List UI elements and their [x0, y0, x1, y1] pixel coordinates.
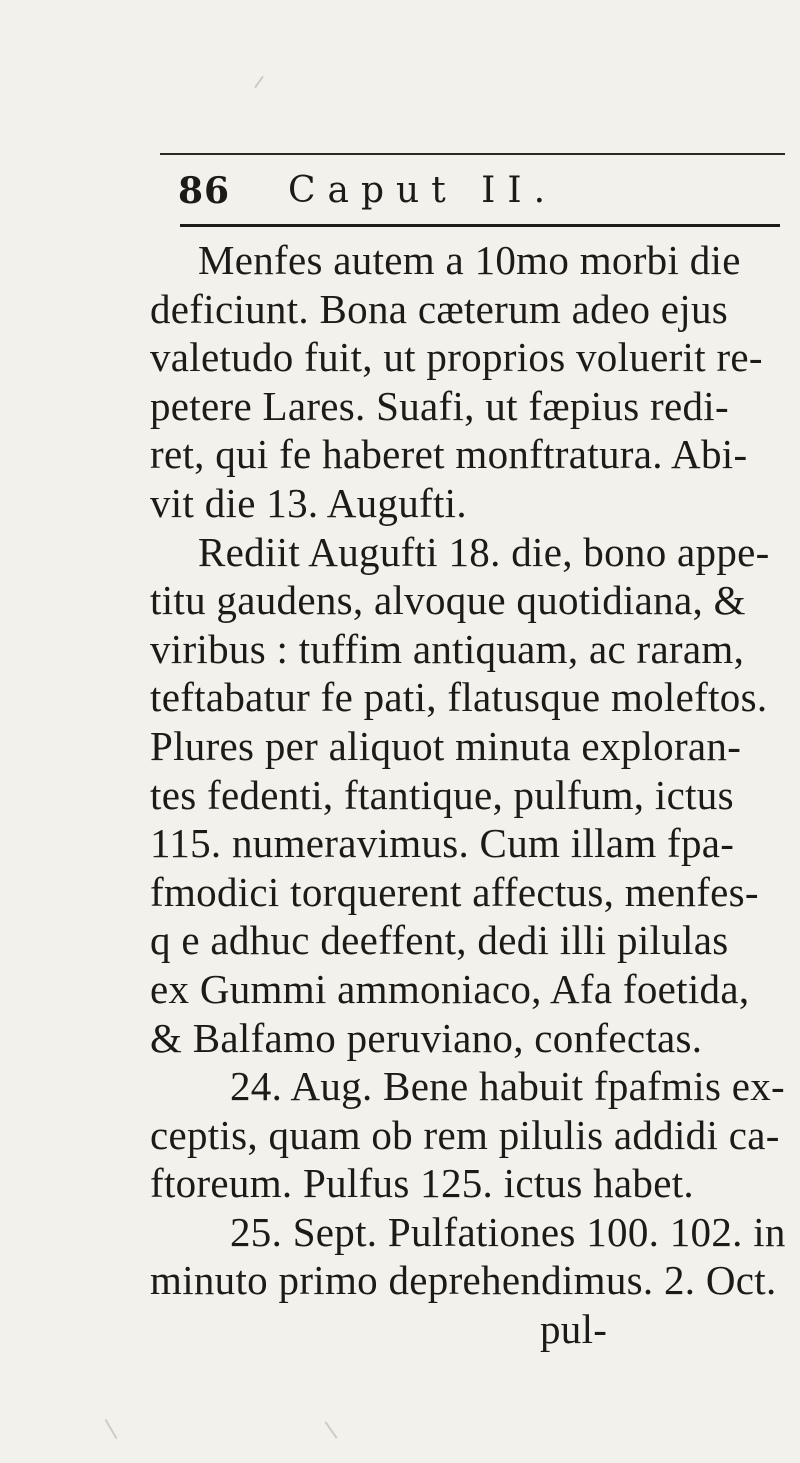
- text-line: ftoreum. Pulfus 125. ictus habet.: [150, 1160, 694, 1207]
- text-line: & Balfamo peruviano, confectas.: [150, 1014, 703, 1061]
- page-header: [178, 170, 778, 222]
- running-head: Caput II.: [288, 170, 558, 211]
- text-line: q e adhuc deeffent, dedi illi pilulas: [150, 917, 729, 964]
- text-line: tes fedenti, ftantique, pulfum, ictus: [150, 771, 734, 818]
- text-line: Menfes autem a 10mo morbi die: [198, 237, 741, 283]
- text-line: titu gaudens, alvoque quotidiana, &: [150, 577, 746, 624]
- text-line: valetudo fuit, ut proprios voluerit re-: [150, 334, 763, 381]
- text-line: deficiunt. Bona cæterum adeo ejus: [150, 285, 729, 332]
- paper-mark: [105, 1419, 118, 1439]
- text-line: petere Lares. Suafi, ut fæpius redi-: [150, 382, 729, 429]
- header-rule: [180, 224, 780, 227]
- text-line: 25. Sept. Pulfationes 100. 102. in: [230, 1208, 786, 1255]
- text-line: 115. numeravimus. Cum illam fpa-: [150, 820, 735, 867]
- text-line: minuto primo deprehendimus. 2. Oct.: [150, 1257, 777, 1304]
- page-number: 86: [178, 170, 231, 212]
- text-line: fmodici torquerent affectus, menfes-: [150, 868, 759, 915]
- paper-mark: [324, 1421, 337, 1439]
- text-line: ceptis, quam ob rem pilulis addidi ca-: [150, 1111, 780, 1158]
- top-rule: [160, 153, 785, 155]
- body-text: [150, 236, 790, 1354]
- paper-mark: [254, 76, 264, 89]
- text-line: ex Gummi ammoniaco, Afa foetida,: [150, 965, 750, 1012]
- text-line: 24. Aug. Bene habuit fpafmis ex-: [230, 1063, 786, 1110]
- text-line: vit die 13. Augufti.: [150, 479, 467, 526]
- text-line: Rediit Augufti 18. die, bono appe-: [198, 528, 770, 575]
- text-line: viribus : tuffim antiquam, ac raram,: [150, 625, 745, 672]
- text-line: Plures per aliquot minuta exploran-: [150, 722, 742, 769]
- text-line: teftabatur fe pati, flatusque moleftos.: [150, 674, 768, 721]
- text-line: ret, qui fe haberet monftratura. Abi-: [150, 431, 748, 478]
- catchword: pul-: [540, 1306, 608, 1353]
